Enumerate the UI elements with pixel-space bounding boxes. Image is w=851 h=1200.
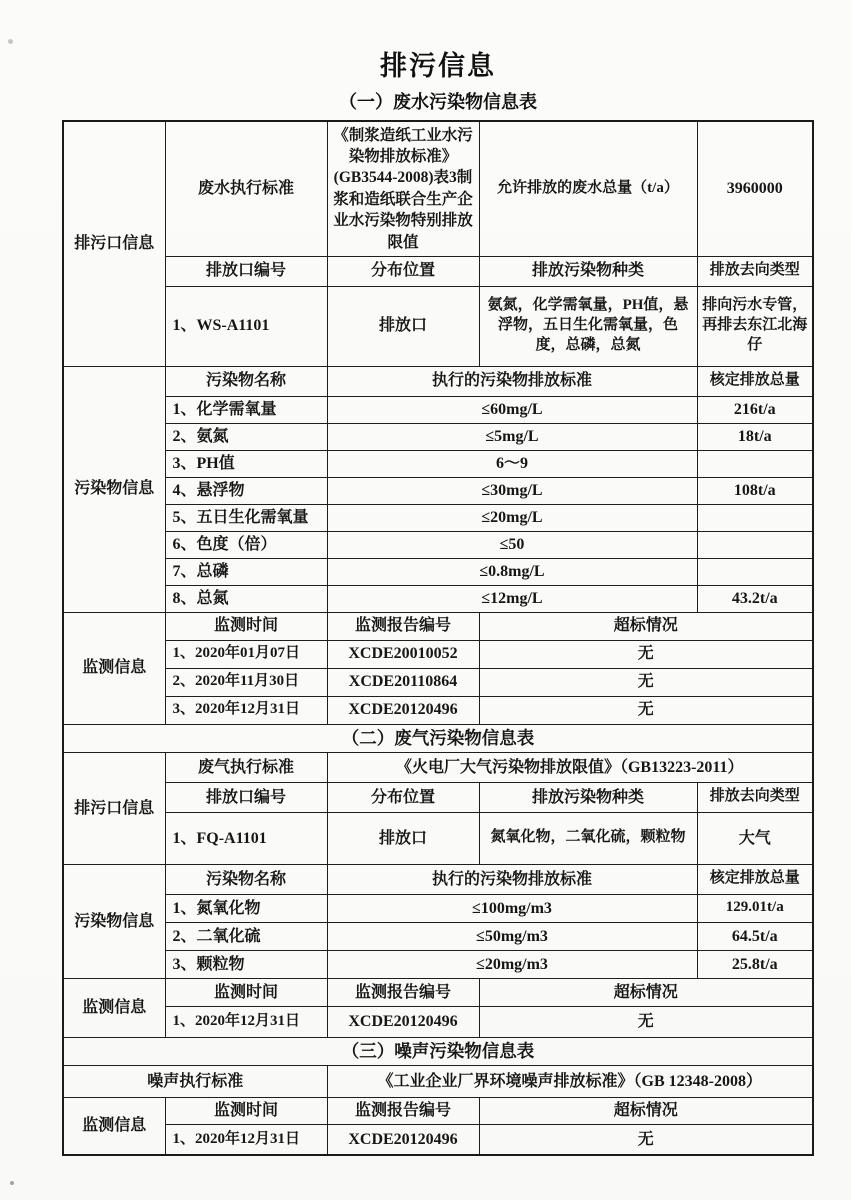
scan-artifact-dot-bottom (10, 1181, 14, 1185)
s1-pollutant-name-cell: 8、总氮 (165, 585, 327, 612)
s2-standard-value-cell: ≤20mg/m3 (327, 950, 697, 978)
s2-report-number-header: 监测报告编号 (327, 978, 479, 1006)
s1-destination-header: 排放去向类型 (697, 256, 813, 286)
s2-gas-standard-value: 《火电厂大气污染物排放限值》（GB13223-2011） (327, 752, 813, 782)
s3-monitoring-info-label: 监测信息 (63, 1097, 165, 1155)
s1-approved-total-cell (697, 504, 813, 531)
s2-monitoring-info-label: 监测信息 (63, 978, 165, 1037)
s1-approved-total-cell: 18t/a (697, 423, 813, 450)
s1-exceedance-cell: 无 (479, 696, 813, 724)
s1-destination-cell: 排向污水专管，再排去东江北海仔 (697, 286, 813, 366)
s1-pollutant-name-cell: 7、总磷 (165, 558, 327, 585)
s1-standard-value-cell: 6～9 (327, 450, 697, 477)
s1-report-number-cell: XCDE20010052 (327, 640, 479, 668)
s3-report-number-cell: XCDE20120496 (327, 1124, 479, 1155)
section-1-heading: （一）废水污染物信息表 (339, 92, 537, 112)
s1-approved-total-cell (697, 558, 813, 585)
s1-pollutant-name-cell: 6、色度（倍） (165, 531, 327, 558)
section-2-heading: （二）废气污染物信息表 (63, 724, 813, 752)
s2-location-header: 分布位置 (327, 782, 479, 812)
s1-pollutant-info-label: 污染物信息 (63, 366, 165, 612)
document-body (62, 50, 814, 1156)
s2-location-cell: 排放口 (327, 812, 479, 864)
s3-report-number-header: 监测报告编号 (327, 1097, 479, 1124)
s1-pollutant-name-cell: 2、氨氮 (165, 423, 327, 450)
s1-pollutant-types-header: 排放污染物种类 (479, 256, 697, 286)
s2-monitoring-time-header: 监测时间 (165, 978, 327, 1006)
s1-standard-value-cell: ≤50 (327, 531, 697, 558)
s2-report-number-cell: XCDE20120496 (327, 1006, 479, 1037)
s2-exceedance-cell: 无 (479, 1006, 813, 1037)
s1-report-number-cell: XCDE20120496 (327, 696, 479, 724)
s2-outlet-info-label: 排污口信息 (63, 752, 165, 864)
s1-approved-total-cell (697, 531, 813, 558)
s2-pollutant-types-cell: 氮氧化物，二氧化硫，颗粒物 (479, 812, 697, 864)
s1-standard-value-cell: ≤60mg/L (327, 396, 697, 423)
s1-exceedance-header: 超标情况 (479, 612, 813, 640)
s2-standard-value-cell: ≤100mg/m3 (327, 894, 697, 922)
s2-pollutant-name-cell: 1、氮氧化物 (165, 894, 327, 922)
s1-standard-value-cell: ≤30mg/L (327, 477, 697, 504)
s2-monitoring-time-cell: 1、2020年12月31日 (165, 1006, 327, 1037)
s1-report-number-cell: XCDE20110864 (327, 668, 479, 696)
s1-pollutant-name-header: 污染物名称 (165, 366, 327, 396)
s2-approved-total-cell: 25.8t/a (697, 950, 813, 978)
s2-discharge-standard-header: 执行的污染物排放标准 (327, 864, 697, 894)
s1-outlet-id-header: 排放口编号 (165, 256, 327, 286)
s1-standard-value-cell: ≤0.8mg/L (327, 558, 697, 585)
s1-pollutant-name-cell: 5、五日生化需氧量 (165, 504, 327, 531)
s1-location-cell: 排放口 (327, 286, 479, 366)
s1-allowed-discharge-value: 3960000 (697, 121, 813, 256)
s3-exceedance-cell: 无 (479, 1124, 813, 1155)
s1-outlet-id-cell: 1、WS-A1101 (165, 286, 327, 366)
s3-monitoring-time-cell: 1、2020年12月31日 (165, 1124, 327, 1155)
s1-approved-total-cell: 216t/a (697, 396, 813, 423)
s2-gas-standard-label: 废气执行标准 (165, 752, 327, 782)
s1-pollutant-name-cell: 1、化学需氧量 (165, 396, 327, 423)
s1-wastewater-standard-value: 《制浆造纸工业水污染物排放标准》(GB3544-2008)表3制浆和造纸联合生产企业水污染物特别排放限值 (327, 121, 479, 256)
section-3-heading: （三）噪声污染物信息表 (63, 1037, 813, 1065)
s2-approved-total-cell: 129.01t/a (697, 894, 813, 922)
s3-noise-standard-label: 噪声执行标准 (63, 1065, 327, 1097)
s1-outlet-info-label: 排污口信息 (63, 121, 165, 366)
s2-standard-value-cell: ≤50mg/m3 (327, 922, 697, 950)
s1-pollutant-types-cell: 氨氮，化学需氧量，PH值，悬浮物，五日生化需氧量，色度，总磷，总氮 (479, 286, 697, 366)
s2-pollutant-name-cell: 2、二氧化硫 (165, 922, 327, 950)
s2-pollutant-types-header: 排放污染物种类 (479, 782, 697, 812)
scan-artifact-dot-top (8, 39, 13, 44)
page-title: 排污信息 (380, 51, 496, 81)
s3-exceedance-header: 超标情况 (479, 1097, 813, 1124)
s3-noise-standard-value: 《工业企业厂界环境噪声排放标准》（GB 12348-2008） (327, 1065, 813, 1097)
s1-pollutant-name-cell: 4、悬浮物 (165, 477, 327, 504)
s2-outlet-id-header: 排放口编号 (165, 782, 327, 812)
s2-approved-total-cell: 64.5t/a (697, 922, 813, 950)
s1-monitoring-time-cell: 1、2020年01月07日 (165, 640, 327, 668)
s2-pollutant-name-header: 污染物名称 (165, 864, 327, 894)
s1-pollutant-name-cell: 3、PH值 (165, 450, 327, 477)
s1-approved-total-cell: 43.2t/a (697, 585, 813, 612)
s1-exceedance-cell: 无 (479, 668, 813, 696)
s1-allowed-discharge-label: 允许排放的废水总量（t/a） (479, 121, 697, 256)
s1-approved-total-header: 核定排放总量 (697, 366, 813, 396)
s1-wastewater-standard-label: 废水执行标准 (165, 121, 327, 256)
s1-approved-total-cell: 108t/a (697, 477, 813, 504)
s1-location-header: 分布位置 (327, 256, 479, 286)
s2-approved-total-header: 核定排放总量 (697, 864, 813, 894)
s2-destination-cell: 大气 (697, 812, 813, 864)
s1-exceedance-cell: 无 (479, 640, 813, 668)
s1-discharge-standard-header: 执行的污染物排放标准 (327, 366, 697, 396)
s1-standard-value-cell: ≤12mg/L (327, 585, 697, 612)
s1-monitoring-time-cell: 2、2020年11月30日 (165, 668, 327, 696)
pollution-info-table (62, 120, 814, 1156)
s2-pollutant-info-label: 污染物信息 (63, 864, 165, 978)
s1-approved-total-cell (697, 450, 813, 477)
s2-destination-header: 排放去向类型 (697, 782, 813, 812)
s1-monitoring-time-header: 监测时间 (165, 612, 327, 640)
s1-monitoring-time-cell: 3、2020年12月31日 (165, 696, 327, 724)
s2-pollutant-name-cell: 3、颗粒物 (165, 950, 327, 978)
s2-exceedance-header: 超标情况 (479, 978, 813, 1006)
s1-standard-value-cell: ≤20mg/L (327, 504, 697, 531)
s1-standard-value-cell: ≤5mg/L (327, 423, 697, 450)
s3-monitoring-time-header: 监测时间 (165, 1097, 327, 1124)
s1-monitoring-info-label: 监测信息 (63, 612, 165, 724)
s1-report-number-header: 监测报告编号 (327, 612, 479, 640)
s2-outlet-id-cell: 1、FQ-A1101 (165, 812, 327, 864)
